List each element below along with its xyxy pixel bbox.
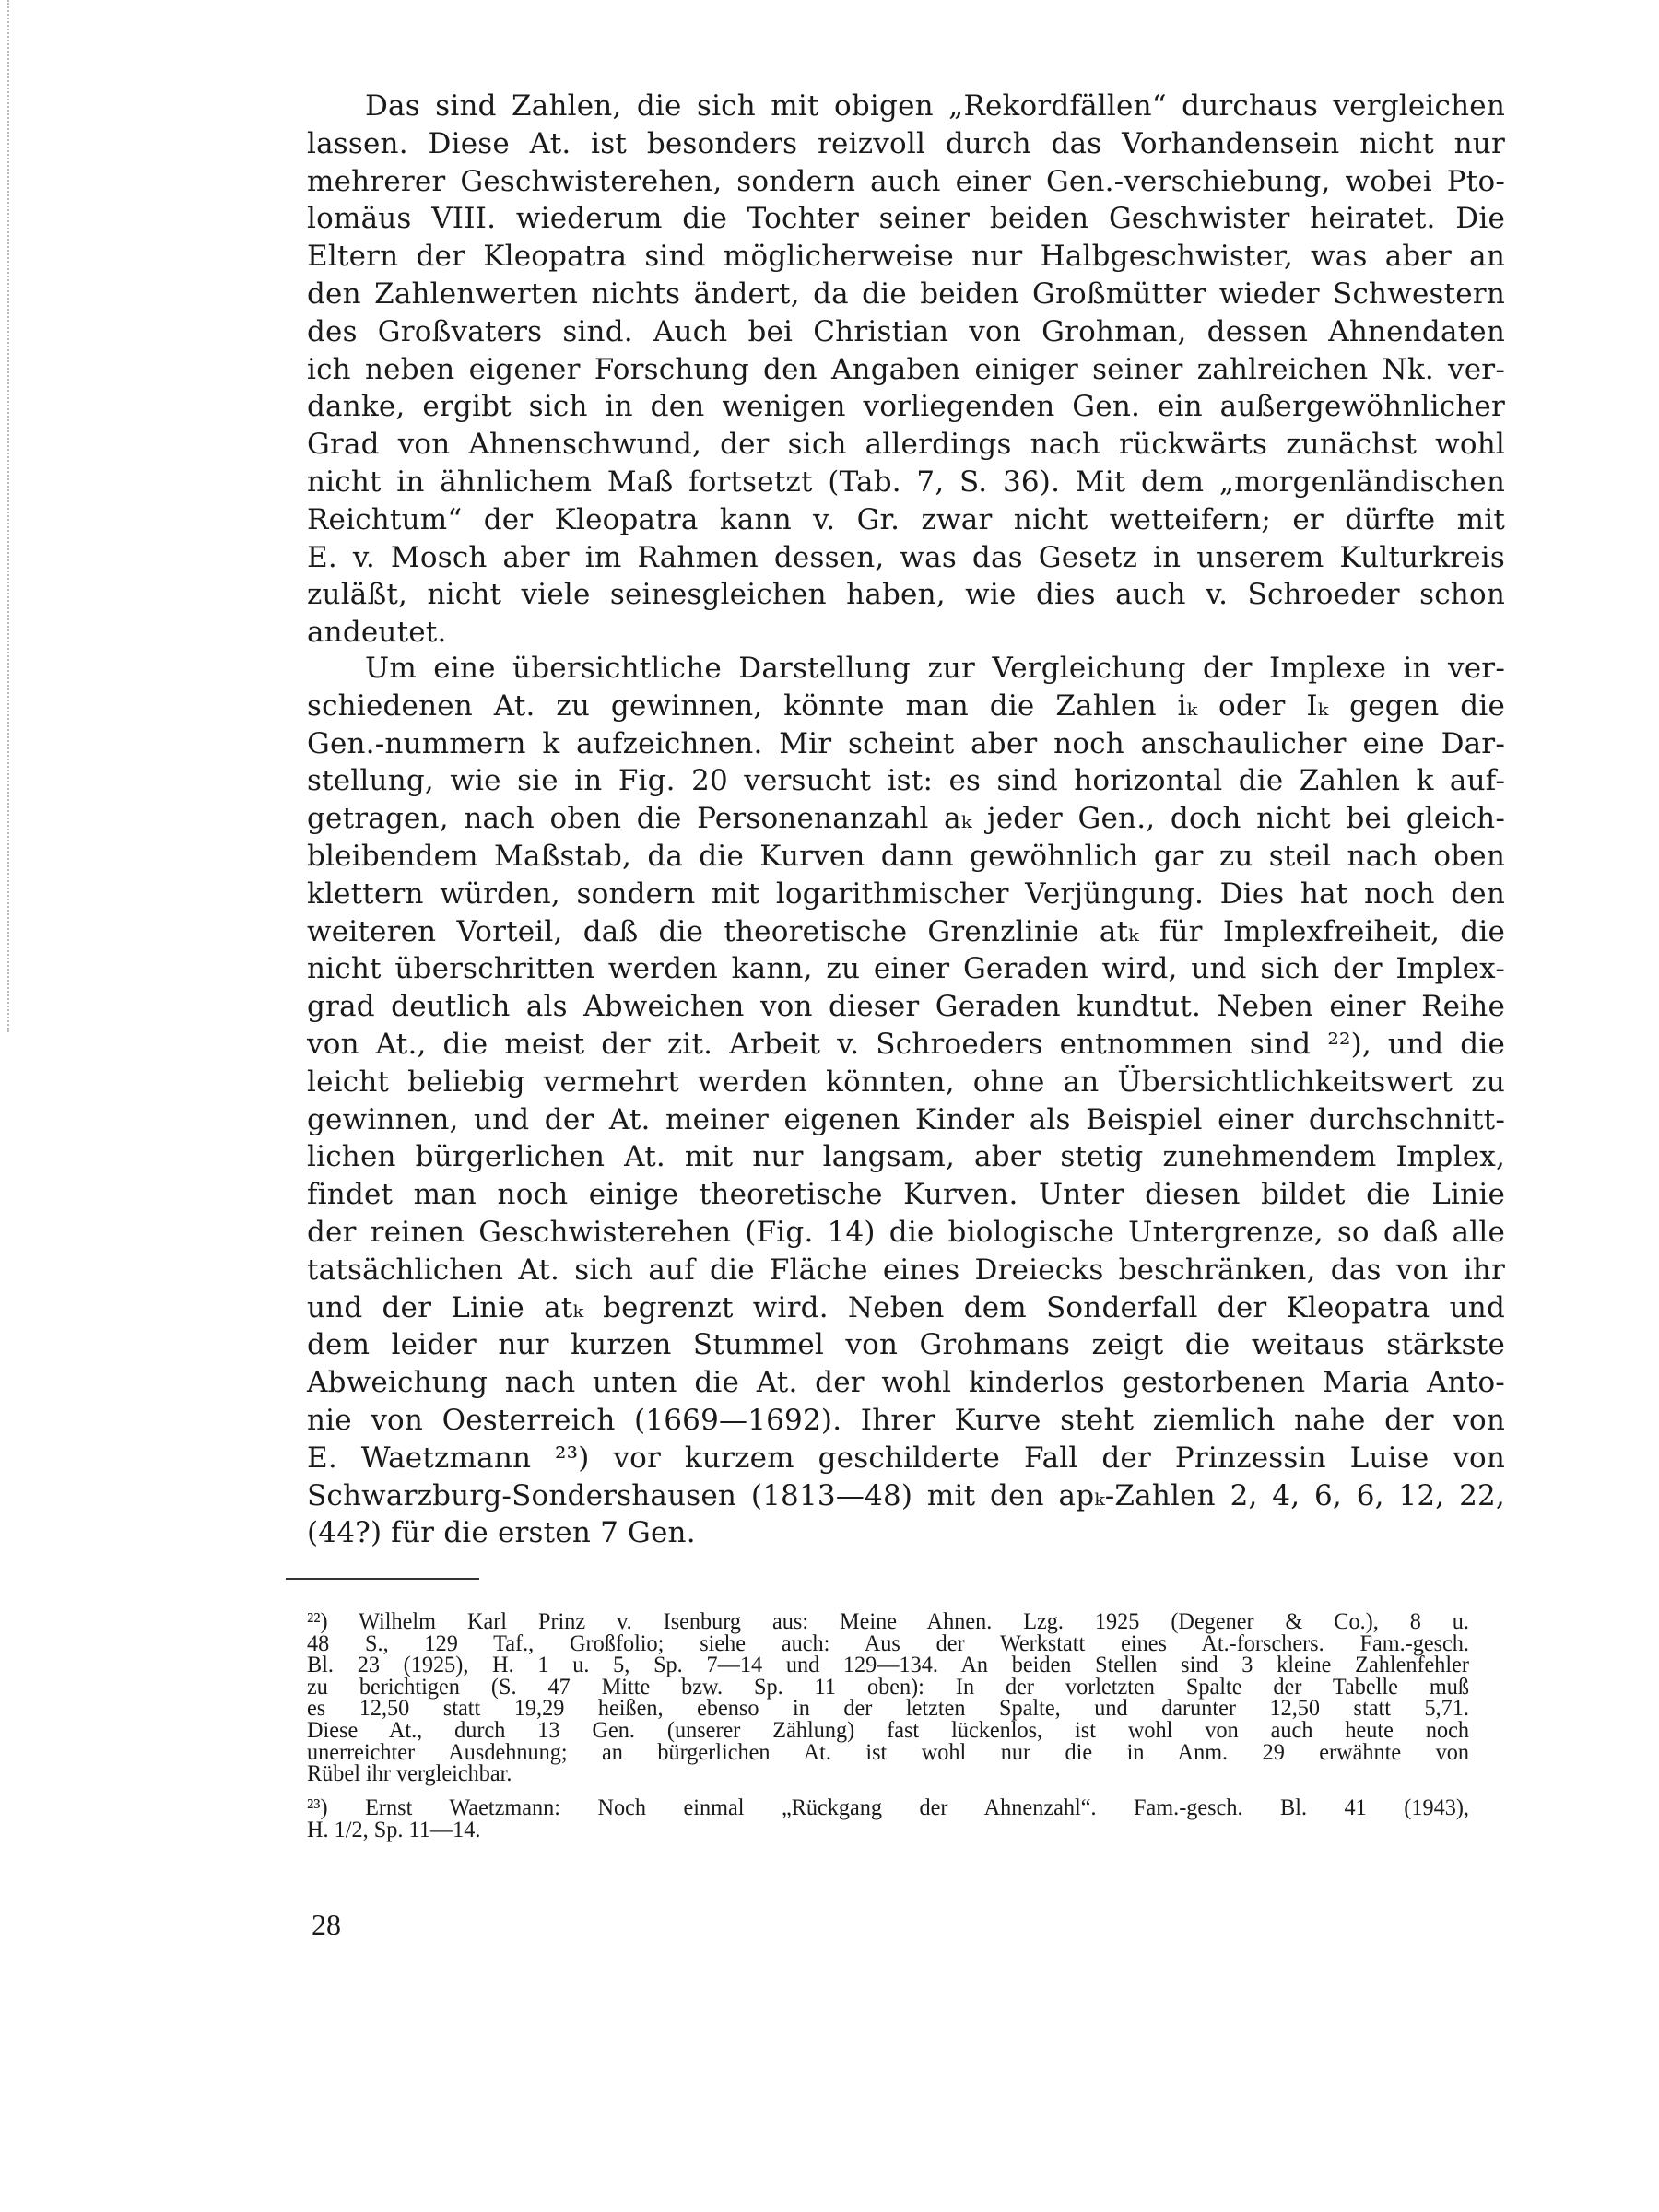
text-line: Um eine übersichtliche Darstellung zur Vergleichung der Implexe in ver- xyxy=(365,652,1505,685)
text-line: leicht beliebig vermehrt werden könnten, ohne an Übersichtlichkeitswert zu xyxy=(307,1065,1505,1099)
scan-margin-artifact xyxy=(7,0,11,1032)
text-line: dem leider nur kurzen Stummel von Grohmans zeigt die weitaus stärkste xyxy=(307,1328,1505,1362)
text-line: bleibendem Maßstab, da die Kurven dann gewöhnlich gar zu steil nach oben xyxy=(307,839,1505,873)
text-line: der reinen Geschwisterehen (Fig. 14) die biologische Untergrenze, so daß alle xyxy=(307,1215,1505,1249)
paragraph-2 xyxy=(307,650,1505,1552)
text-line: Schwarzburg-Sondershausen (1813—48) mit den apₖ-Zahlen 2, 4, 6, 6, 12, 22, xyxy=(307,1478,1505,1512)
text-line: E. v. Mosch aber im Rahmen dessen, was das Gesetz in unserem Kulturkreis xyxy=(307,540,1505,574)
text-line: (44?) für die ersten 7 Gen. xyxy=(307,1516,696,1550)
text-line: nie von Oesterreich (1669—1692). Ihrer Kurve steht ziemlich nahe der von xyxy=(307,1403,1505,1437)
footnote-divider xyxy=(286,1578,479,1580)
text-line: zu berichtigen (S. 47 Mitte bzw. Sp. 11 oben): In der vorletzten Spalte der Tabelle muß xyxy=(307,1674,1469,1700)
text-line: es 12,50 statt 19,29 heißen, ebenso in der letzten Spalte, und darunter 12,50 statt 5,71. xyxy=(307,1696,1469,1722)
text-line: unerreichter Ausdehnung; an bürgerlichen At. ist wohl nur die in Anm. 29 erwähnte von xyxy=(307,1739,1469,1765)
text-line: gewinnen, und der At. meiner eigenen Kinder als Beispiel einer durchschnitt- xyxy=(307,1102,1505,1136)
text-line: schiedenen At. zu gewinnen, könnte man die Zahlen iₖ oder Iₖ gegen die xyxy=(307,688,1505,723)
text-line: findet man noch einige theoretische Kurven. Unter diesen bildet die Linie xyxy=(307,1178,1505,1212)
text-line: Das sind Zahlen, die sich mit obigen „Rekordfällen“ durchaus vergleichen xyxy=(365,89,1505,123)
text-line: Diese At., durch 13 Gen. (unserer Zählung) fast lückenlos, ist wohl von auch heute noch xyxy=(307,1717,1469,1743)
text-line: lichen bürgerlichen At. mit nur langsam, aber stetig zunehmendem Implex, xyxy=(307,1140,1505,1174)
text-line: Reichtum“ der Kleopatra kann v. Gr. zwar nicht wetteifern; er dürfte mit xyxy=(307,502,1505,536)
text-line: grad deutlich als Abweichen von dieser Geraden kundtut. Neben einer Reihe xyxy=(307,990,1505,1024)
text-line: getragen, nach oben die Personenanzahl aₖ jeder Gen., doch nicht bei gleich- xyxy=(307,802,1505,836)
page-number: 28 xyxy=(312,1908,341,1941)
text-line: Abweichung nach unten die At. der wohl kinderlos gestorbenen Maria Anto- xyxy=(307,1366,1505,1400)
text-line: H. 1/2, Sp. 11—14. xyxy=(307,1817,481,1842)
text-line: ²³) Ernst Waetzmann: Noch einmal „Rückgang der Ahnenzahl“. Fam.-gesch. Bl. 41 (1943), xyxy=(307,1795,1469,1820)
text-line: weiteren Vorteil, daß die theoretische Grenzlinie atₖ für Implexfreiheit, die xyxy=(307,914,1505,948)
text-line: von At., die meist der zit. Arbeit v. Schroeders entnommen sind ²²), und die xyxy=(307,1027,1505,1061)
text-line: Grad von Ahnenschwund, der sich allerdings nach rückwärts zunächst wohl xyxy=(307,428,1505,462)
text-line: nicht in ähnlichem Maß fortsetzt (Tab. 7, S. 36). Mit dem „morgenländischen xyxy=(307,465,1505,499)
text-line: ich neben eigener Forschung den Angaben einiger seiner zahlreichen Nk. ver- xyxy=(307,352,1505,386)
text-line: Bl. 23 (1925), H. 1 u. 5, Sp. 7—14 und 129—134. An beiden Stellen sind 3 kleine Zahlenfehler xyxy=(307,1653,1469,1678)
text-line: und der Linie atₖ begrenzt wird. Neben dem Sonderfall der Kleopatra und xyxy=(307,1290,1505,1324)
footnote-23 xyxy=(307,1797,1505,1841)
text-line: 48 S., 129 Taf., Großfolio; siehe auch: Aus der Werkstatt eines At.-forschers. Fam.-gesch. xyxy=(307,1630,1469,1656)
text-line: klettern würden, sondern mit logarithmischer Verjüngung. Dies hat noch den xyxy=(307,877,1505,911)
text-line: lomäus VIII. wiederum die Tochter seiner beiden Geschwister heiratet. Die xyxy=(307,202,1505,236)
text-line: andeutet. xyxy=(307,616,447,650)
text-line: des Großvaters sind. Auch bei Christian von Grohman, dessen Ahnendaten xyxy=(307,314,1505,348)
text-line: zuläßt, nicht viele seinesgleichen haben, wie dies auch v. Schroeder schon xyxy=(307,578,1505,612)
text-line: lassen. Diese At. ist besonders reizvoll durch das Vorhandensein nicht nur xyxy=(307,126,1505,160)
text-line: Eltern der Kleopatra sind möglicherweise nur Halbgeschwister, was aber an xyxy=(307,240,1505,274)
text-line: stellung, wie sie in Fig. 20 versucht ist: es sind horizontal die Zahlen k auf- xyxy=(307,764,1505,798)
text-line: tatsächlichen At. sich auf die Fläche eines Dreiecks beschränken, das von ihr xyxy=(307,1253,1505,1287)
text-line: danke, ergibt sich in den wenigen vorliegenden Gen. ein außergewöhnlicher xyxy=(307,390,1505,424)
text-line: ²²) Wilhelm Karl Prinz v. Isenburg aus: Meine Ahnen. Lzg. 1925 (Degener & Co.), 8 u. xyxy=(307,1609,1469,1634)
text-line: nicht überschritten werden kann, zu einer Geraden wird, und sich der Implex- xyxy=(307,952,1505,986)
paragraph-1 xyxy=(307,88,1505,652)
text-line: Rübel ihr vergleichbar. xyxy=(307,1761,512,1787)
text-line: E. Waetzmann ²³) vor kurzem geschilderte Fall der Prinzessin Luise von xyxy=(307,1441,1505,1475)
footnote-22 xyxy=(307,1611,1505,1785)
text-line: den Zahlenwerten nichts ändert, da die beiden Großmütter wieder Schwestern xyxy=(307,276,1505,311)
text-line: Gen.-nummern k aufzeichnen. Mir scheint aber noch anschaulicher eine Dar- xyxy=(307,726,1505,760)
text-line: mehrerer Geschwisterehen, sondern auch einer Gen.-verschiebung, wobei Pto- xyxy=(307,164,1505,198)
